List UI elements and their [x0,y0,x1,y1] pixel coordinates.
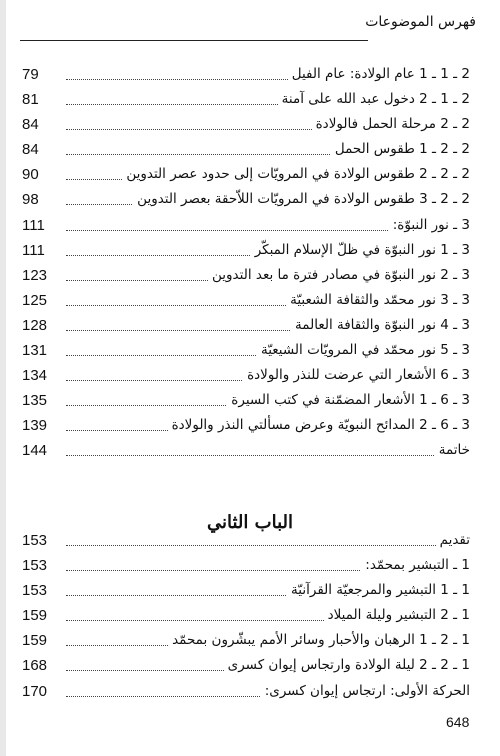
toc-entry-page: 81 [22,91,39,109]
toc-entry-title: الحركة الأولى: ارتجاس إيوان كسرى: [261,679,470,704]
toc-entry-title: 1 ـ 2 ـ 1 الرهبان والأحبار وسائر الأمم يبشّرون بمحمّد [168,628,470,653]
toc-entry-title: 1 ـ التبشير بمحمّد: [361,553,470,578]
toc-entry-page: 144 [22,442,48,460]
toc-entry-title: 3 ـ 6 ـ 1 الأشعار المضمّنة في كتب السيرة [227,388,470,413]
toc-entry[interactable] [22,62,470,87]
running-header [20,10,478,42]
toc-entry-title: 1 ـ 2 ـ 2 ليلة الولادة وارتجاس إيوان كسرى [224,653,470,678]
toc-entry-page: 170 [22,682,48,700]
toc-entry[interactable] [22,137,470,162]
toc-entry-title: 3 ـ 5 نور محمّد في المرويّات الشيعيّة [257,338,470,363]
toc-entry[interactable] [22,213,470,238]
toc-entry-page: 139 [22,417,48,435]
toc-entry-page: 98 [22,191,39,209]
toc-entry[interactable] [22,653,470,678]
toc-entry[interactable] [22,528,470,553]
toc-entry[interactable] [22,578,470,603]
toc-entry-page: 168 [22,657,48,675]
toc-entry-page: 111 [22,216,45,234]
toc-entry-page: 153 [22,557,48,575]
toc-entry-page: 123 [22,266,48,284]
toc-entry-title: 1 ـ 1 التبشير والمرجعيّة القرآنيّة [287,578,470,603]
toc-entry-page: 84 [22,116,39,134]
toc-entry[interactable] [22,553,470,578]
toc-entry-title: 1 ـ 2 التبشير وليلة الميلاد [324,603,470,628]
toc-entry[interactable] [22,162,470,187]
toc-entry-title: 3 ـ 3 نور محمّد والثقافة الشعبيّة [286,288,470,313]
toc-entry-title: 3 ـ 6 ـ 2 المدائح النبويّة وعرض مسألتي النذر والولادة [168,413,470,438]
toc-entry[interactable] [22,628,470,653]
toc-entry-page: 134 [22,367,48,385]
section-heading: الباب الثاني [206,512,294,533]
toc-entry-title: 2 ـ 2 ـ 3 طقوس الولادة في المرويّات اللاّحقة بعصر التدوين [133,187,470,212]
toc-entry[interactable] [22,438,470,463]
toc-entry-page: 125 [22,291,48,309]
toc-entry[interactable] [22,112,470,137]
toc-entry-title: تقديم [436,528,470,553]
toc-entry[interactable] [22,679,470,704]
toc-entry-title: 2 ـ 2 ـ 1 طقوس الحمل [331,137,470,162]
toc-entry-page: 128 [22,316,48,334]
toc-entry-page: 90 [22,166,39,184]
toc-entry-title: 3 ـ 1 نور النبوّة في ظلّ الإسلام المبكّر [251,238,470,263]
toc-entry-page: 131 [22,342,48,360]
dot-leader [66,545,470,546]
toc-entry-page: 153 [22,582,48,600]
header-rule [20,40,368,41]
toc-entry-title: 3 ـ 4 نور النبوّة والثقافة العالمة [291,313,470,338]
toc-entry-page: 84 [22,141,39,159]
toc-list-part-two [22,528,470,704]
toc-entry-title: 2 ـ 1 ـ 2 دخول عبد الله على آمنة [278,87,470,112]
toc-entry-title: 3 ـ نور النبوّة: [389,213,470,238]
toc-entry-title: خاتمة [435,438,470,463]
toc-entry[interactable] [22,238,470,263]
toc-entry-page: 111 [22,241,45,259]
toc-entry-page: 153 [22,532,48,549]
toc-list [22,62,470,464]
toc-entry-title: 3 ـ 2 نور النبوّة في مصادر فترة ما بعد التدوين [208,263,470,288]
toc-entry-title: 2 ـ 2 مرحلة الحمل فالولادة [312,112,470,137]
toc-entry[interactable] [22,187,470,212]
toc-entry[interactable] [22,363,470,388]
toc-entry-page: 159 [22,632,48,650]
toc-entry[interactable] [22,603,470,628]
toc-entry[interactable] [22,388,470,413]
toc-entry-page: 159 [22,607,48,625]
dot-leader [66,455,470,456]
toc-entry[interactable] [22,263,470,288]
header-title: فهرس الموضوعات [365,14,476,30]
page-number: 648 [446,714,470,730]
toc-entry-title: 2 ـ 2 ـ 2 طقوس الولادة في المرويّات إلى حدود عصر التدوين [122,162,470,187]
toc-entry-title: 3 ـ 6 الأشعار التي عرضت للنذر والولادة [243,363,470,388]
toc-entry[interactable] [22,288,470,313]
toc-entry[interactable] [22,338,470,363]
toc-entry[interactable] [22,413,470,438]
toc-entry[interactable] [22,313,470,338]
toc-entry-page: 79 [22,66,39,83]
toc-entry-page: 135 [22,392,48,410]
page-edge-shadow [0,0,6,756]
toc-entry-title: 2 ـ 1 ـ 1 عام الولادة: عام الفيل [288,62,470,87]
toc-entry[interactable] [22,87,470,112]
